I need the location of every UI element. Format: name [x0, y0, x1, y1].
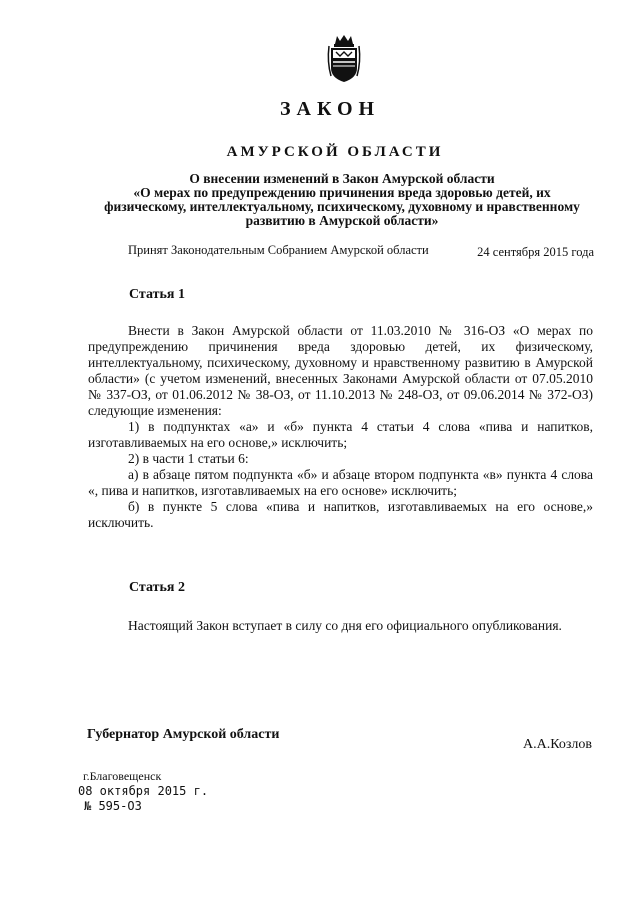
document-footer [78, 769, 208, 814]
footer-date: 08 октября 2015 г. [78, 784, 209, 798]
governor-name: А.А.Козлов [523, 737, 592, 752]
heading-line-1: О внесении изменений в Закон Амурской области [189, 171, 495, 186]
signature-block [87, 727, 592, 752]
document-subtitle: АМУРСКОЙ ОБЛАСТИ [226, 144, 444, 160]
article-1-paragraph: Внести в Закон Амурской области от 11.03.2010 № 316-ОЗ «О мерах по предупреждению причинения вреда здоровью детей, их физическому, интеллектуальному, психическому, духовному и нравственному развитию в Амурской области» (с учетом изменений, внесенных Законами Амурской области от 07.05.2010 № 337-ОЗ, от 01.06.2012 № 38-ОЗ, от 11.10.2013 № 248-ОЗ, от 09.06.2014 № 372-ОЗ) следующие изменения: [88, 323, 593, 418]
article-1-text [88, 323, 593, 531]
article-1-paragraph: 1) в подпунктах «а» и «б» пункта 4 статьи 4 слова «пива и напитков, изготавливаемых на его основе,» исключить; [88, 419, 593, 450]
law-heading [92, 172, 592, 228]
article-2-text [88, 618, 593, 634]
governor-position: Губернатор Амурской области [87, 727, 280, 742]
heading-line-2: «О мерах по предупреждению причинения вреда здоровью детей, их физическому, интеллектуальному, психическому, духовному и нравственному развитию в Амурской области» [104, 185, 580, 228]
article-1-paragraph: 2) в части 1 статьи 6: [128, 451, 249, 466]
footer-number: № 595-ОЗ [84, 799, 142, 813]
footer-city: г.Благовещенск [83, 769, 162, 783]
article-2-title: Статья 2 [129, 580, 185, 595]
adopted-by: Принят Законодательным Собранием Амурской области [128, 243, 429, 257]
article-1-title: Статья 1 [129, 287, 185, 302]
adoption-line [128, 243, 594, 258]
document-title: ЗАКОН [279, 98, 381, 120]
adopted-date: 24 сентября 2015 года [477, 245, 594, 259]
coat-of-arms-emblem [325, 32, 363, 84]
article-1-paragraph: а) в абзаце пятом подпункта «б» и абзаце втором подпункта «в» пункта 4 слова «, пива и напитков, изготавливаемых на его основе» исключить; [88, 467, 593, 498]
article-2-paragraph: Настоящий Закон вступает в силу со дня его официального опубликования. [128, 618, 562, 633]
article-1-paragraph: б) в пункте 5 слова «пива и напитков, изготавливаемых на его основе,» исключить. [88, 499, 593, 530]
